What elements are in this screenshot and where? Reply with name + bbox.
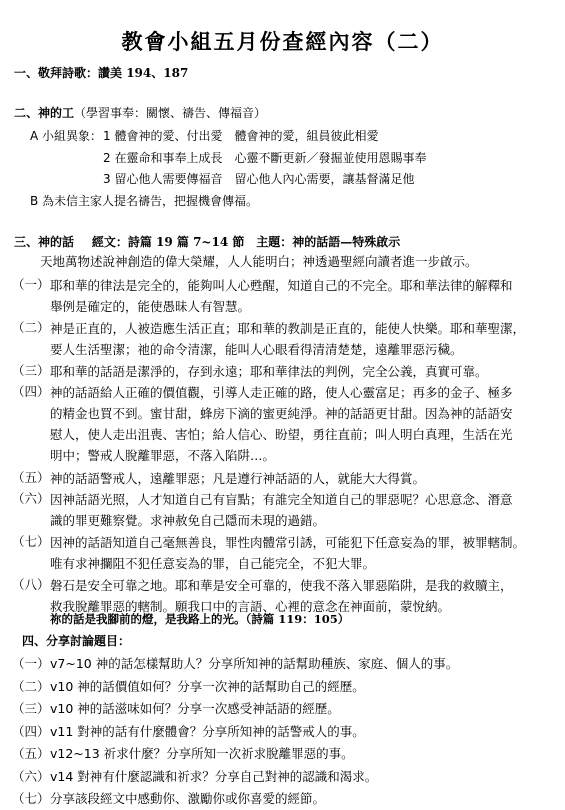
- key-verse: 祢的話是我腳前的燈，是我路上的光。（詩篇 119：105）: [50, 612, 350, 626]
- study-point-text: [50, 361, 488, 382]
- prayer-item: B 為未信主家人提名禱告，把握機會傳福。: [30, 194, 259, 208]
- question-text: v10 神的話價值如何？分享一次神的話幫助自己的經歷。: [50, 678, 365, 694]
- section-subtitle: （學習事奉：關懷、禱告、傳福音）: [74, 106, 267, 120]
- section-worship: [14, 64, 188, 82]
- question-text: v7~10 神的話怎樣幫助人？分享所知神的話幫助種族、家庭、個人的事。: [50, 656, 459, 671]
- section-discussion: [22, 632, 130, 650]
- study-point-line: 耶和華的律法是完全的，能夠叫人心甦醒，知道自己的不完全。耶和華法律的解釋和: [50, 278, 513, 293]
- study-point-number: （六）: [12, 491, 50, 506]
- study-point-number: （七）: [12, 534, 50, 549]
- section-gods-word: [14, 233, 400, 251]
- question-number: （五）: [12, 746, 50, 761]
- study-point-line: 識的罪更難察覺。求神赦免自己隱而未現的過錯。: [50, 513, 326, 528]
- study-point-number: （一）: [12, 277, 50, 292]
- study-point-line: 慰人，使人走出沮喪、害怕；給人信心、盼望，勇往直前；叫人明白真理，生活在光: [50, 427, 513, 442]
- study-point-line: 神的話語警戒人，遠離罪惡；凡是遵行神話語的人，就能大大得賞。: [50, 471, 426, 486]
- question-text: 分享該段經文中感動你、激勵你或你喜愛的經節。: [50, 791, 326, 806]
- study-point-text: [50, 318, 525, 360]
- study-point-number: （五）: [12, 470, 50, 485]
- question-number: （二）: [12, 678, 50, 694]
- study-point-line: 的精金也買不到。蜜甘甜，蜂房下滴的蜜更純淨。神的話語更甘甜。因為神的話語安: [50, 406, 513, 421]
- vision-item: 2 在靈命和事奉上成長 心靈不斷更新／發掘並使用恩賜事奉: [103, 151, 427, 165]
- study-point-line: 因神的話語知道自己毫無善良，罪性肉體常引誘，可能犯下任意妄為的罪，被罪轄制。: [50, 535, 526, 550]
- study-point-line: 神的話語給人正確的價值觀，引導人走正確的路，使人心靈富足；再多的金子、極多: [50, 385, 513, 400]
- question-number: （六）: [12, 768, 50, 784]
- study-point-line: 神是正直的，人被造應生活正直；耶和華的教訓是正直的，能使人快樂。耶和華聖潔，: [50, 321, 526, 336]
- question-number: （一）: [12, 656, 50, 671]
- study-point-number: （四）: [12, 384, 50, 399]
- study-point-number: （三）: [12, 363, 50, 378]
- study-point-line: 明中；警戒人脫離罪惡，不落入陷阱…。: [50, 448, 276, 463]
- section-gods-work: [14, 104, 266, 122]
- study-point-text: [50, 489, 513, 531]
- study-point-text: [50, 468, 425, 489]
- study-point-line: 唯有求神攔阻不犯任意妄為的罪，自己能完全，不犯大罪。: [50, 556, 376, 571]
- question-number: （四）: [12, 723, 50, 739]
- vision-item: 1 體會神的愛、付出愛 體會神的愛，組員彼此相愛: [103, 129, 379, 143]
- study-point-text: [50, 382, 513, 466]
- study-point-text: [50, 275, 513, 317]
- scripture-reference: 經文：詩篇 19 篇 7~14 節: [91, 235, 245, 249]
- vision-label: A 小組異象：: [30, 129, 103, 143]
- page-title: 教會小組五月份查經內容（二）: [121, 29, 444, 54]
- question-text: v10 神的話滋味如何？分享一次感受神話語的經歷。: [50, 701, 340, 716]
- study-point-number: （八）: [12, 577, 50, 592]
- study-theme: 主題：神的話語—特殊啟示: [256, 235, 401, 249]
- question-text: v12~13 祈求什麼？分享所知一次祈求脫離罪惡的事。: [50, 746, 354, 761]
- vision-item: 3 留心他人需要傳福音 留心他人內心需要，讓基督滿足他: [103, 172, 415, 186]
- question-text: v11 對神的話有什麼體會？分享所知神的話警戒人的事。: [50, 723, 365, 739]
- study-point-line: 因神話語光照，人才知道自己有盲點；有誰完全知道自己的罪惡呢？心思意念、潛意: [50, 492, 513, 507]
- section-heading: 四、分享討論題目：: [22, 634, 131, 648]
- question-number: （七）: [12, 791, 50, 806]
- section-heading: 一、敬拜詩歌：: [14, 66, 99, 80]
- hymn-numbers: 讚美 194、187: [98, 66, 189, 80]
- question-text: v14 對神有什麼認識和祈求？分享自己對神的認識和渴求。: [50, 768, 378, 784]
- study-point-number: （二）: [12, 320, 50, 335]
- study-point-line: 要人生活聖潔；祂的命令清潔，能叫人心眼看得清清楚楚，遠離罪惡污穢。: [50, 342, 463, 357]
- study-point-line: 舉例是確定的，能使愚昧人有智慧。: [50, 299, 251, 314]
- study-point-line: 耶和華的話語是潔淨的，存到永遠；耶和華律法的判例，完全公義，真實可靠。: [50, 364, 488, 379]
- study-point-line: 磐石是安全可靠之地。耶和華是安全可靠的，使我不落入罪惡陷阱，是我的救贖主，: [50, 578, 513, 593]
- section-heading: 二、神的工: [14, 106, 75, 120]
- question-number: （三）: [12, 701, 50, 716]
- study-point-line: 救我脫離罪惡的轄制。願我口中的言語、心裡的意念在神面前，蒙悅納。: [50, 599, 451, 614]
- study-point-text: [50, 532, 525, 574]
- section-heading: 三、神的話: [14, 235, 75, 249]
- intro-paragraph: 天地萬物述說神創造的偉大榮耀，人人能明白；神透過聖經向讀者進一步啟示。: [40, 254, 478, 269]
